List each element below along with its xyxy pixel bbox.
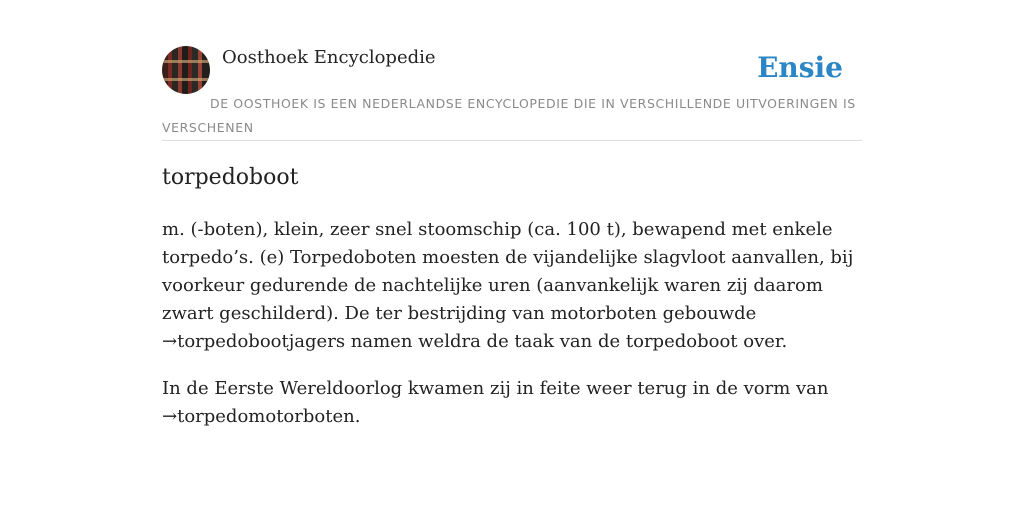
brand-logo[interactable]: Ensie: [757, 51, 843, 84]
cross-reference-link[interactable]: →torpedomotorboten: [162, 406, 355, 427]
paragraph-text: namen weldra de taak van de torpedoboot over.: [345, 331, 788, 352]
article-paragraph-2: [162, 375, 862, 431]
site-header: [162, 46, 862, 141]
paragraph-text: m. (-boten), klein, zeer snel stoomschip (ca. 100 t), bewapend met enkele torpedo’s. (e) Torpedoboten moesten de vijandelijke slagvloot aanvallen, bij voorkeur gedurende de nachtelijke uren (aanvankelijk waren zij daarom zwart geschilderd). De ter bestrijding van motorboten gebouwde: [162, 219, 854, 324]
encyclopedia-books-icon[interactable]: [162, 46, 210, 94]
cross-reference-link[interactable]: →torpedobootjagers: [162, 331, 346, 352]
paragraph-text: In de Eerste Wereldoorlog kwamen zij in feite weer terug in de vorm van: [162, 378, 829, 399]
site-title[interactable]: Oosthoek Encyclopedie: [222, 47, 436, 68]
paragraph-text: .: [354, 406, 361, 427]
entry-title: torpedoboot: [162, 165, 299, 190]
article-paragraph-1: [162, 216, 862, 356]
article: [162, 162, 862, 431]
site-tagline: DE OOSTHOEK IS EEN NEDERLANDSE ENCYCLOPEDIE DIE IN VERSCHILLENDE UITVOERINGEN IS VERSCHENEN: [162, 96, 856, 135]
